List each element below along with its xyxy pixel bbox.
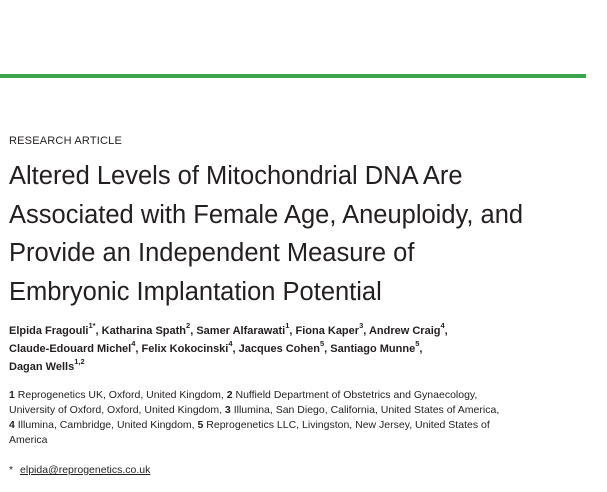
author-name: Fiona Kaper (295, 325, 360, 337)
affiliation-number: 4 (9, 419, 15, 431)
author-name: Elpida Fragouli (9, 325, 89, 337)
author (295, 321, 364, 337)
corresponding-marker: * (92, 321, 96, 331)
affiliation-number: 5 (197, 419, 204, 431)
author-name: Jacques Cohen (238, 343, 320, 355)
affiliation-text: America (9, 434, 48, 446)
author-line: Claude-Edouard Michel$^4$, Felix Kokocinski$^4$, Jacques Cohen$^5$, Santiago Munne$^5$, (9, 339, 423, 355)
affiliation-list (9, 388, 599, 448)
author (368, 321, 445, 337)
header-rule (0, 74, 586, 78)
author (9, 357, 85, 373)
article-title (9, 157, 599, 311)
author-line (9, 358, 599, 376)
affiliation-text: Illumina, San Diego, California, United States of America, (233, 404, 500, 416)
author (238, 339, 325, 355)
author (141, 339, 233, 355)
affiliation-number: 2 (226, 389, 233, 401)
author-list (9, 322, 599, 376)
affiliation-text: Reprogenetics LLC, Livingston, New Jersey, United States of (206, 419, 490, 431)
affiliation-number: 3 (224, 404, 231, 416)
author-name: Dagan Wells (9, 361, 75, 373)
affiliation-text: Reprogenetics UK, Oxford, United Kingdom, (17, 389, 224, 401)
author-affiliation-sup: 5 (319, 339, 325, 349)
corresponding-marker: * (9, 464, 14, 476)
title-line: Embryonic Implantation Potential (9, 277, 382, 306)
affiliation-line (9, 433, 599, 448)
affiliation-number: 1 (9, 389, 15, 401)
article-type: RESEARCH ARTICLE (9, 135, 123, 147)
affiliation-line (9, 418, 599, 433)
title-line: Provide an Independent Measure of (9, 239, 415, 267)
affiliation-text: University of Oxford, Oxford, United Kingdom, (9, 404, 222, 416)
author-affiliation-sup: 1 (88, 321, 93, 331)
author-affiliation-sup: 4 (131, 339, 136, 349)
author (330, 339, 420, 355)
affiliation-line (9, 388, 599, 403)
affiliation-text: Nuffield Department of Obstetrics and Gynaecology, (235, 389, 478, 401)
author-affiliation-sup: 3 (359, 321, 364, 331)
author (9, 339, 136, 355)
author-name: Santiago Munne (330, 343, 416, 355)
author-name: Samer Alfarawati (196, 325, 286, 337)
author-name: Katharina Spath (101, 325, 187, 337)
author (196, 321, 290, 337)
correspondence (9, 463, 150, 478)
affiliation-text: Illumina, Cambridge, United Kingdom, (17, 419, 195, 431)
author-affiliation-sup: 5 (415, 339, 420, 349)
title-line: Altered Levels of Mitochondrial DNA Are (9, 162, 463, 190)
email-link[interactable]: elpida@reprogenetics.co.uk (20, 464, 151, 476)
title-line: Associated with Female Age, Aneuploidy, and (9, 200, 524, 229)
author-name: Felix Kokocinski (141, 343, 229, 355)
author (9, 321, 96, 337)
affiliation-line (9, 403, 599, 418)
author (101, 321, 191, 337)
author-line: Elpida Fragouli$^{1*}$, Katharina Spath$^2$, Samer Alfarawati$^1$, Fiona Kaper$^3$, Andrew Craig$^4$, (9, 321, 448, 337)
author-affiliation-sup: 2 (186, 321, 191, 331)
author-name: Claude-Edouard Michel (9, 343, 132, 355)
author-name: Andrew Craig (368, 325, 441, 337)
author-affiliation-sup: 1 (285, 321, 290, 331)
author-affiliation-sup: 1,2 (74, 357, 85, 367)
author-affiliation-sup: 4 (228, 339, 233, 349)
author-affiliation-sup: 4 (440, 321, 445, 331)
